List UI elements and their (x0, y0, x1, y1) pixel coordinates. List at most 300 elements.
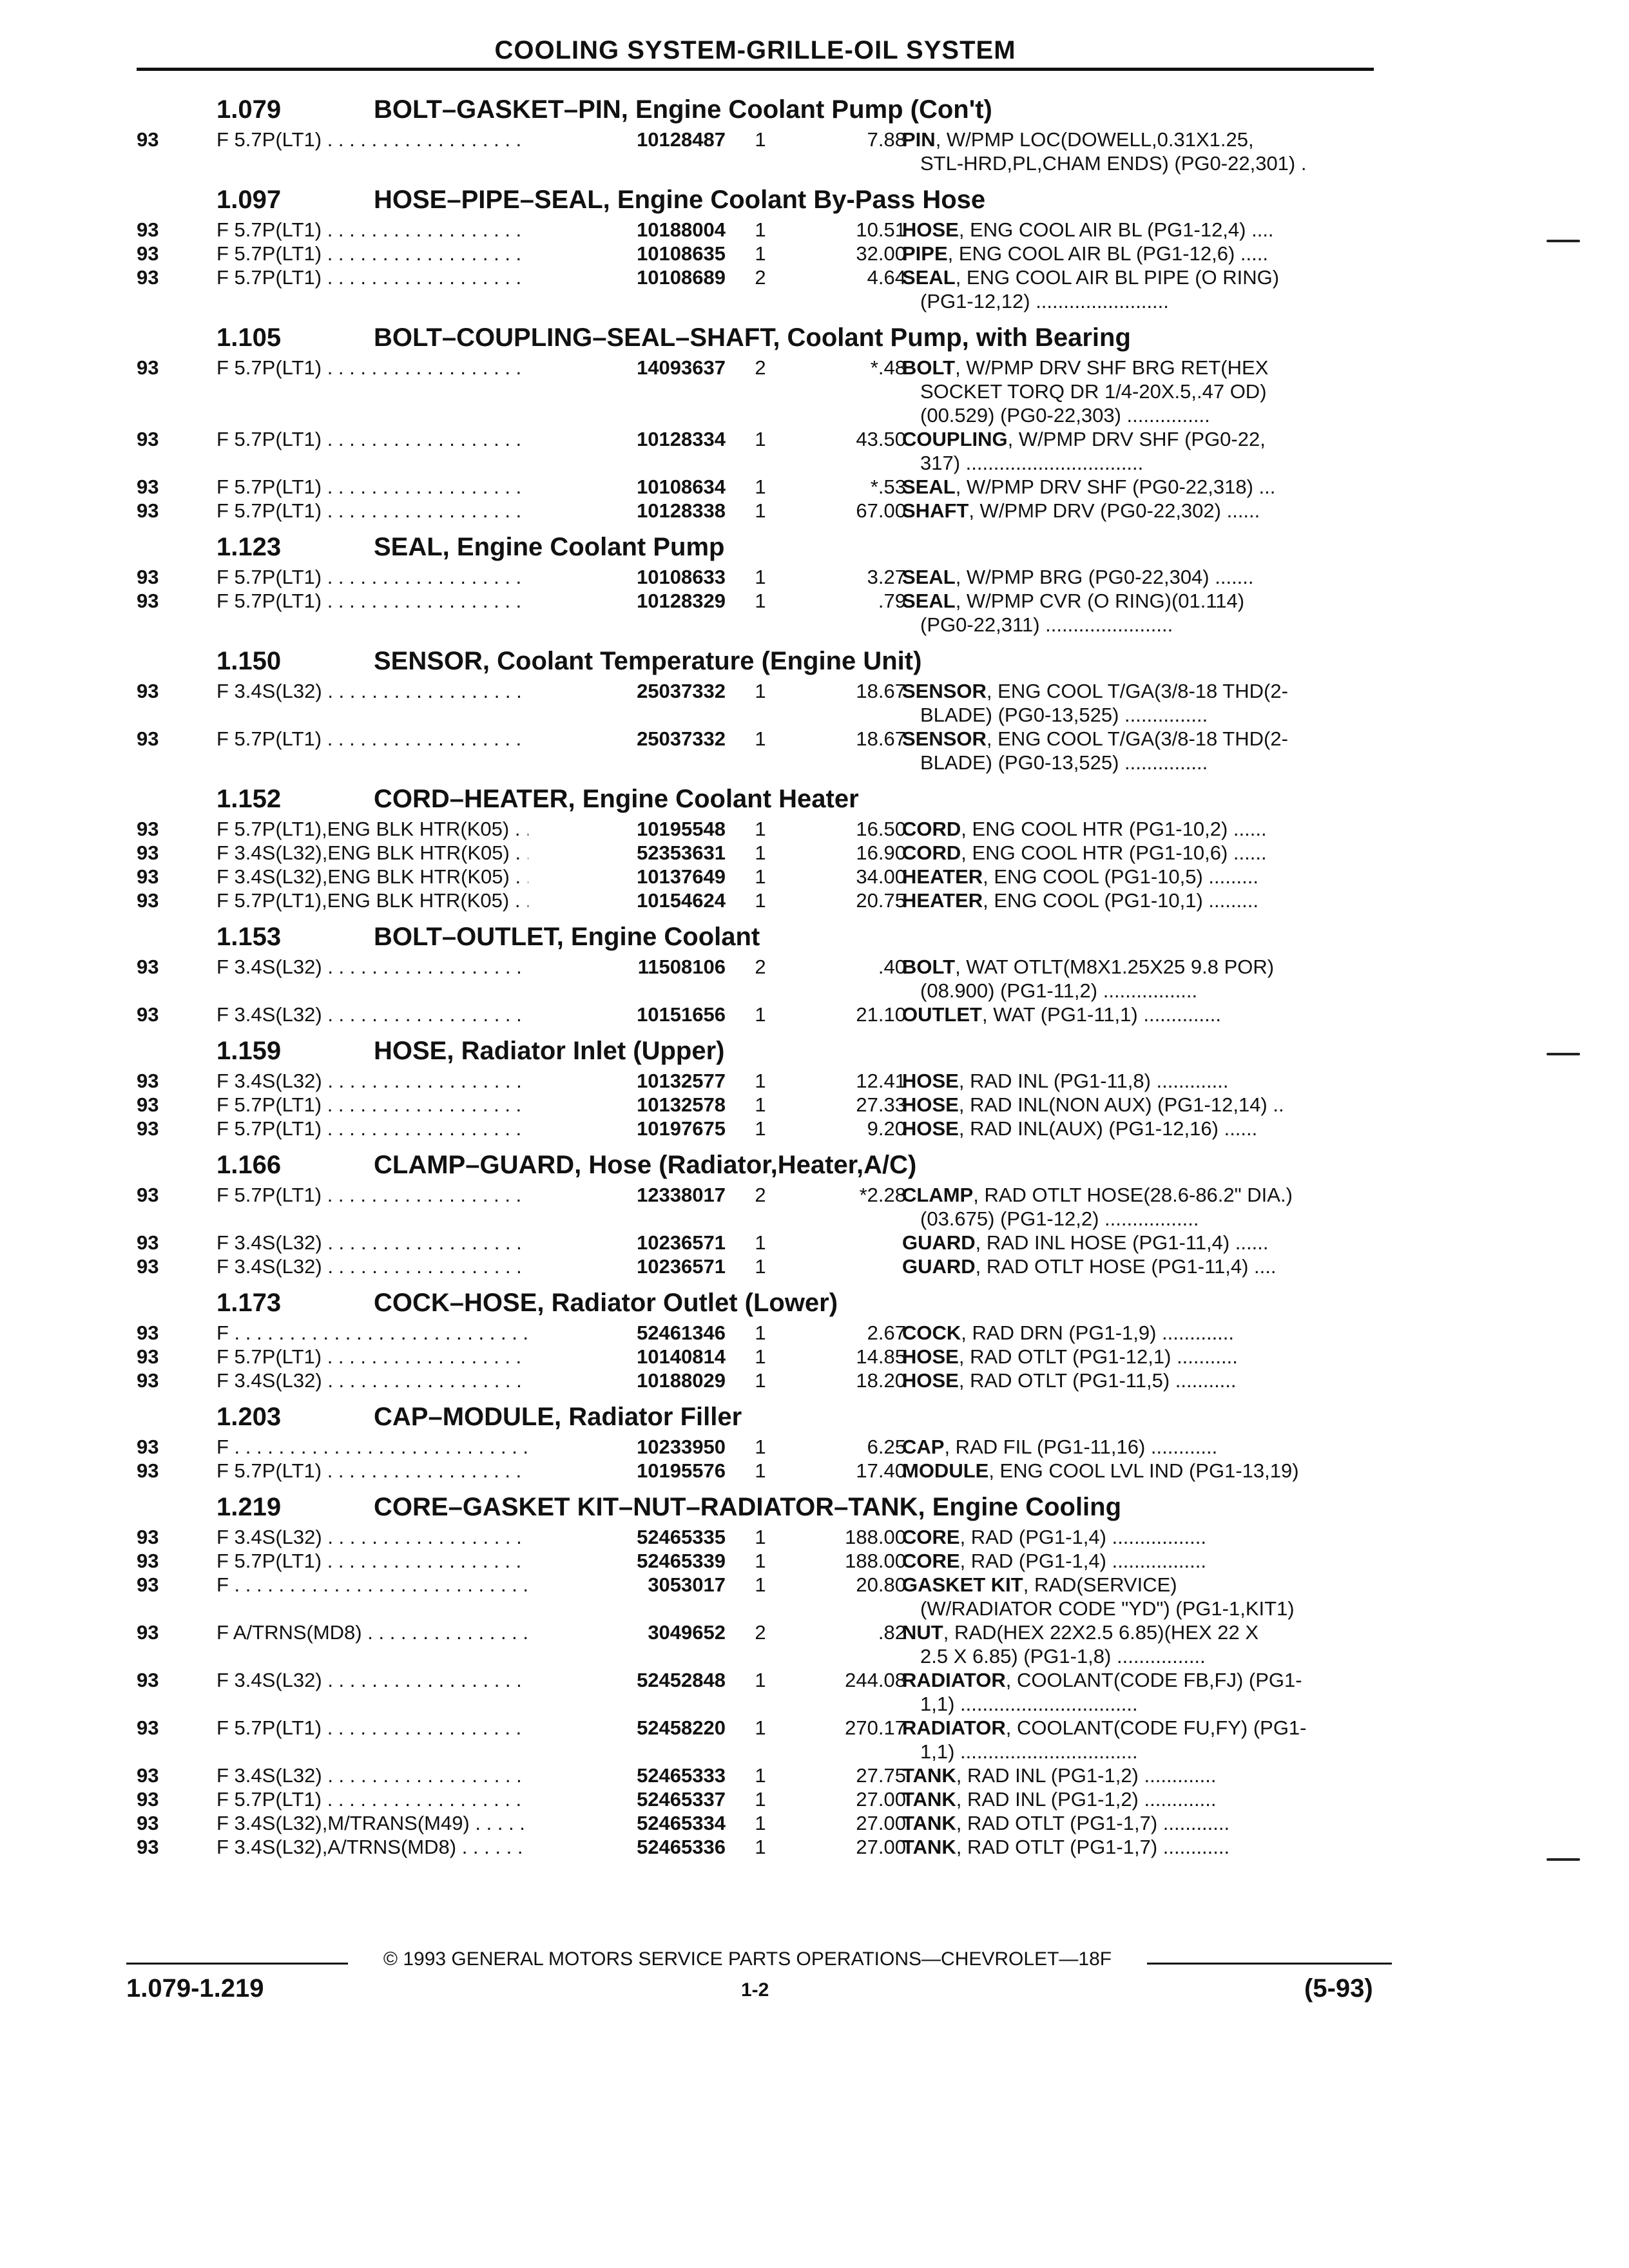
description-line: SEAL, W/PMP CVR (O RING)(01.114) (902, 590, 1245, 612)
part-row (129, 475, 1379, 499)
part-row (129, 1254, 1379, 1278)
quantity: 1 (755, 499, 766, 522)
section-heading (129, 781, 1379, 817)
quantity: 1 (755, 1459, 766, 1482)
fitment: F 5.7P(LT1) . . . (217, 1117, 552, 1140)
model-year: 93 (137, 1184, 159, 1206)
price: 17.40 (856, 1459, 906, 1482)
quantity: 1 (755, 1369, 766, 1392)
fitment: F . . . (217, 1321, 552, 1345)
fitment: F 3.4S(L32),M/TRANS(M49) . . . (217, 1811, 552, 1835)
description-line: SEAL, ENG COOL AIR BL PIPE (O RING) (902, 266, 1280, 289)
description-line: GASKET KIT, RAD(SERVICE) (902, 1573, 1177, 1596)
part-row (129, 1003, 1379, 1026)
part-number: 10188029 (528, 1369, 726, 1392)
part-row (129, 1835, 1379, 1859)
section-heading (129, 643, 1379, 679)
quantity: 1 (755, 128, 766, 151)
description-line: BLADE) (PG0-13,525) ............... (920, 704, 1208, 726)
part-description (902, 1763, 1379, 1787)
model-year: 93 (137, 1231, 159, 1254)
description-line: RADIATOR, COOLANT(CODE FB,FJ) (PG1- (902, 1669, 1302, 1691)
section-title: BOLT–COUPLING–SEAL–SHAFT, Coolant Pump, with Bearing (374, 323, 1131, 352)
fitment: F 5.7P(LT1),ENG BLK HTR(K05) . . . (217, 889, 552, 912)
model-year: 93 (137, 1716, 159, 1739)
quantity: 1 (755, 1836, 766, 1858)
price: 27.00 (856, 1812, 906, 1834)
part-description (902, 1525, 1379, 1549)
fitment: F 3.4S(L32),ENG BLK HTR(K05) . . . (217, 865, 552, 889)
margin-mark (1547, 1053, 1580, 1055)
footer-range: 1.079-1.219 (126, 1974, 264, 2003)
section-number: 1.105 (217, 323, 282, 352)
quantity: 1 (755, 566, 766, 588)
price: 32.00 (856, 242, 906, 265)
price: *.48 (870, 356, 906, 379)
description-line: BOLT, WAT OTLT(M8X1.25X25 9.8 POR) (902, 956, 1275, 978)
part-number: 52465339 (528, 1549, 726, 1573)
quantity: 1 (755, 1093, 766, 1116)
part-number: 10140814 (528, 1345, 726, 1369)
quantity: 1 (755, 428, 766, 450)
catalog-section (129, 643, 1379, 774)
description-line: TANK, RAD INL (PG1-1,2) ............. (902, 1764, 1217, 1787)
section-number: 1.166 (217, 1151, 282, 1179)
part-description (902, 1093, 1379, 1117)
section-title: CAP–MODULE, Radiator Filler (374, 1403, 742, 1431)
description-line: SHAFT, W/PMP DRV (PG0-22,302) ...... (902, 499, 1260, 522)
quantity: 2 (755, 1184, 766, 1206)
description-line: COCK, RAD DRN (PG1-1,9) ............. (902, 1321, 1235, 1344)
fitment: F 5.7P(LT1) . . . (217, 475, 552, 499)
price: 4.64 (867, 266, 906, 289)
model-year: 93 (137, 266, 159, 289)
quantity: 2 (755, 266, 766, 289)
description-line: CORE, RAD (PG1-1,4) ................. (902, 1526, 1206, 1548)
part-row (129, 679, 1379, 727)
quantity: 1 (755, 1788, 766, 1811)
catalog-section (129, 529, 1379, 637)
part-number: 52458220 (528, 1716, 726, 1740)
part-row (129, 1435, 1379, 1459)
price: 2.67 (867, 1321, 906, 1344)
part-description (902, 865, 1379, 889)
section-number: 1.173 (217, 1289, 282, 1317)
price: .40 (878, 956, 906, 978)
part-description (902, 1254, 1379, 1278)
model-year: 93 (137, 1321, 159, 1344)
description-line: 2.5 X 6.85) (PG1-1,8) ................ (920, 1645, 1206, 1667)
quantity: 1 (755, 1764, 766, 1787)
model-year: 93 (137, 356, 159, 379)
part-description (902, 1321, 1379, 1345)
model-year: 93 (137, 476, 159, 498)
part-number: 10128334 (528, 427, 726, 451)
part-number: 10137649 (528, 865, 726, 889)
quantity: 1 (755, 1117, 766, 1140)
price: 188.00 (845, 1526, 906, 1548)
description-line: BLADE) (PG0-13,525) ............... (920, 751, 1208, 774)
price: 20.75 (856, 889, 906, 912)
part-number: 10132577 (528, 1069, 726, 1093)
section-heading (129, 919, 1379, 955)
description-line: HOSE, ENG COOL AIR BL (PG1-12,4) .... (902, 218, 1274, 241)
description-line: (PG0-22,311) ....................... (920, 613, 1173, 636)
part-row (129, 1668, 1379, 1716)
part-row (129, 499, 1379, 523)
description-line: NUT, RAD(HEX 22X2.5 6.85)(HEX 22 X (902, 1621, 1259, 1644)
description-line: TANK, RAD INL (PG1-1,2) ............. (902, 1788, 1217, 1811)
fitment: F 5.7P(LT1) . . . (217, 589, 552, 613)
quantity: 1 (755, 865, 766, 888)
part-number: 10233950 (528, 1435, 726, 1459)
description-line: 1,1) ................................ (920, 1740, 1138, 1763)
price: 18.67 (856, 680, 906, 702)
catalog-section (129, 781, 1379, 912)
description-line: PIPE, ENG COOL AIR BL (PG1-12,6) ..... (902, 242, 1268, 265)
description-line: SEAL, W/PMP BRG (PG0-22,304) ....... (902, 566, 1254, 588)
part-row (129, 1345, 1379, 1369)
model-year: 93 (137, 956, 159, 978)
fitment: F 5.7P(LT1) . . . (217, 1716, 552, 1740)
part-description (902, 1811, 1379, 1835)
quantity: 2 (755, 956, 766, 978)
part-number: 52465333 (528, 1763, 726, 1787)
quantity: 1 (755, 889, 766, 912)
part-description (902, 841, 1379, 865)
quantity: 2 (755, 1621, 766, 1644)
quantity: 1 (755, 1526, 766, 1548)
fitment: F 5.7P(LT1) . . . (217, 1345, 552, 1369)
price: 27.33 (856, 1093, 906, 1116)
fitment: F A/TRNS(MD8) . . . (217, 1620, 552, 1644)
description-line: (00.529) (PG0-22,303) ............... (920, 404, 1210, 427)
part-description (902, 1345, 1379, 1369)
section-heading (129, 182, 1379, 218)
part-description (902, 242, 1379, 265)
description-line: GUARD, RAD OTLT HOSE (PG1-11,4) .... (902, 1255, 1277, 1278)
part-description (902, 499, 1379, 523)
quantity: 1 (755, 1255, 766, 1278)
footer-rule-left (126, 1963, 352, 1965)
section-heading (129, 1399, 1379, 1435)
price: 34.00 (856, 865, 906, 888)
section-number: 1.152 (217, 785, 282, 813)
model-year: 93 (137, 1117, 159, 1140)
price: 188.00 (845, 1550, 906, 1572)
model-year: 93 (137, 242, 159, 265)
quantity: 1 (755, 1003, 766, 1026)
section-number: 1.079 (217, 95, 282, 124)
fitment: F 3.4S(L32) . . . (217, 679, 552, 703)
part-number: 10128329 (528, 589, 726, 613)
fitment: F 3.4S(L32) . . . (217, 1231, 552, 1254)
footer-rule-right (1144, 1963, 1392, 1965)
catalog-section (129, 1399, 1379, 1483)
quantity: 1 (755, 1812, 766, 1834)
section-title: CORE–GASKET KIT–NUT–RADIATOR–TANK, Engine Cooling (374, 1493, 1122, 1521)
catalog-section (129, 919, 1379, 1026)
part-description (902, 817, 1379, 841)
price: *.53 (870, 476, 906, 498)
part-row (129, 218, 1379, 242)
part-row (129, 242, 1379, 265)
fitment: F 5.7P(LT1) . . . (217, 128, 552, 151)
quantity: 1 (755, 1436, 766, 1458)
part-description (902, 356, 1379, 427)
part-row (129, 1183, 1379, 1231)
price: 10.51 (856, 218, 906, 241)
model-year: 93 (137, 1764, 159, 1787)
part-number: 10236571 (528, 1254, 726, 1278)
section-heading (129, 91, 1379, 128)
price: 244.08 (845, 1669, 906, 1691)
part-row (129, 1459, 1379, 1483)
fitment: F 5.7P(LT1) . . . (217, 1183, 552, 1207)
fitment: F 3.4S(L32) . . . (217, 1369, 552, 1392)
part-number: 10132578 (528, 1093, 726, 1117)
part-row (129, 1093, 1379, 1117)
description-line: 1,1) ................................ (920, 1693, 1138, 1715)
section-number: 1.150 (217, 647, 282, 675)
description-line: SENSOR, ENG COOL T/GA(3/8-18 THD(2- (902, 680, 1288, 702)
part-description (902, 565, 1379, 589)
price: 270.17 (845, 1716, 906, 1739)
price: 6.25 (867, 1436, 906, 1458)
section-heading (129, 1033, 1379, 1069)
catalog-section (129, 320, 1379, 523)
price: 43.50 (856, 428, 906, 450)
part-number: 52465336 (528, 1835, 726, 1859)
model-year: 93 (137, 1550, 159, 1572)
part-number: 11508106 (528, 955, 726, 979)
fitment: F 3.4S(L32) . . . (217, 1525, 552, 1549)
margin-mark (1547, 1858, 1580, 1861)
part-row (129, 817, 1379, 841)
price: 67.00 (856, 499, 906, 522)
catalog-section (129, 182, 1379, 313)
price: 14.85 (856, 1345, 906, 1368)
model-year: 93 (137, 818, 159, 840)
part-number: 10151656 (528, 1003, 726, 1026)
model-year: 93 (137, 889, 159, 912)
part-description (902, 1117, 1379, 1140)
description-line: HOSE, RAD OTLT (PG1-12,1) ........... (902, 1345, 1238, 1368)
part-description (902, 1716, 1379, 1763)
part-number: 10188004 (528, 218, 726, 242)
part-number: 10108633 (528, 565, 726, 589)
fitment: F 5.7P(LT1) . . . (217, 1459, 552, 1483)
model-year: 93 (137, 566, 159, 588)
model-year: 93 (137, 727, 159, 750)
model-year: 93 (137, 1621, 159, 1644)
description-line: TANK, RAD OTLT (PG1-1,7) ............ (902, 1812, 1230, 1834)
section-title: BOLT–GASKET–PIN, Engine Coolant Pump (Con't) (374, 95, 992, 124)
section-heading (129, 1285, 1379, 1321)
section-number: 1.123 (217, 533, 282, 561)
part-number: 3049652 (528, 1620, 726, 1644)
section-title: HOSE, Radiator Inlet (Upper) (374, 1037, 725, 1065)
quantity: 1 (755, 476, 766, 498)
section-title: BOLT–OUTLET, Engine Coolant (374, 923, 760, 951)
model-year: 93 (137, 1003, 159, 1026)
quantity: 1 (755, 590, 766, 612)
part-number: 10128487 (528, 128, 726, 151)
parts-list (129, 91, 1379, 1865)
part-description (902, 1183, 1379, 1231)
section-title: SEAL, Engine Coolant Pump (374, 533, 725, 561)
catalog-section (129, 91, 1379, 175)
description-line: STL-HRD,PL,CHAM ENDS) (PG0-22,301) . (920, 152, 1307, 175)
model-year: 93 (137, 841, 159, 864)
catalog-section (129, 1489, 1379, 1859)
part-number: 10108634 (528, 475, 726, 499)
price: 12.41 (856, 1070, 906, 1092)
price: 27.75 (856, 1764, 906, 1787)
fitment: F 3.4S(L32) . . . (217, 1003, 552, 1026)
part-row (129, 1787, 1379, 1811)
model-year: 93 (137, 1345, 159, 1368)
description-line: CLAMP, RAD OTLT HOSE(28.6-86.2" DIA.) (902, 1184, 1293, 1206)
section-number: 1.097 (217, 186, 282, 214)
part-description (902, 1668, 1379, 1716)
quantity: 1 (755, 1550, 766, 1572)
part-row (129, 1573, 1379, 1620)
description-line: HOSE, RAD INL(NON AUX) (PG1-12,14) .. (902, 1093, 1284, 1116)
description-line: (03.675) (PG1-12,2) ................. (920, 1207, 1199, 1230)
description-line: SOCKET TORQ DR 1/4-20X.5,.47 OD) (920, 380, 1267, 403)
description-line: HOSE, RAD OTLT (PG1-11,5) ........... (902, 1369, 1237, 1392)
part-description (902, 955, 1379, 1003)
part-number: 52465334 (528, 1811, 726, 1835)
model-year: 93 (137, 1093, 159, 1116)
fitment: F 3.4S(L32) . . . (217, 1763, 552, 1787)
part-description (902, 218, 1379, 242)
part-description (902, 1459, 1379, 1483)
price: 7.88 (867, 128, 906, 151)
part-row (129, 841, 1379, 865)
model-year: 93 (137, 218, 159, 241)
part-row (129, 427, 1379, 475)
model-year: 93 (137, 1669, 159, 1691)
model-year: 93 (137, 865, 159, 888)
description-line: TANK, RAD OTLT (PG1-1,7) ............ (902, 1836, 1230, 1858)
part-number: 52353631 (528, 841, 726, 865)
section-heading (129, 529, 1379, 565)
description-line: COUPLING, W/PMP DRV SHF (PG0-22, (902, 428, 1266, 450)
part-row (129, 1321, 1379, 1345)
description-line: CORD, ENG COOL HTR (PG1-10,6) ...... (902, 841, 1267, 864)
fitment: F 3.4S(L32) . . . (217, 1069, 552, 1093)
section-title: SENSOR, Coolant Temperature (Engine Unit) (374, 647, 922, 675)
fitment: F . . . (217, 1573, 552, 1597)
description-line: PIN, W/PMP LOC(DOWELL,0.31X1.25, (902, 128, 1254, 151)
model-year: 93 (137, 1836, 159, 1858)
section-title: COCK–HOSE, Radiator Outlet (Lower) (374, 1289, 838, 1317)
part-number: 10128338 (528, 499, 726, 523)
price: 16.90 (856, 841, 906, 864)
quantity: 2 (755, 356, 766, 379)
fitment: F 5.7P(LT1) . . . (217, 1093, 552, 1117)
quantity: 1 (755, 1573, 766, 1596)
description-line: SEAL, W/PMP DRV SHF (PG0-22,318) ... (902, 476, 1276, 498)
quantity: 1 (755, 727, 766, 750)
section-heading (129, 1489, 1379, 1525)
model-year: 93 (137, 590, 159, 612)
section-number: 1.153 (217, 923, 282, 951)
page-title: COOLING SYSTEM-GRILLE-OIL SYSTEM (137, 36, 1374, 71)
model-year: 93 (137, 1070, 159, 1092)
catalog-section (129, 1033, 1379, 1140)
part-number: 10154624 (528, 889, 726, 912)
fitment: F 3.4S(L32),A/TRNS(MD8) . . . (217, 1835, 552, 1859)
quantity: 1 (755, 818, 766, 840)
quantity: 1 (755, 841, 766, 864)
section-title: CLAMP–GUARD, Hose (Radiator,Heater,A/C) (374, 1151, 917, 1179)
part-number: 10108689 (528, 265, 726, 289)
description-line: (08.900) (PG1-11,2) ................. (920, 979, 1198, 1002)
footer-copyright: © 1993 GENERAL MOTORS SERVICE PARTS OPERATIONS—CHEVROLET—18F (348, 1948, 1147, 1970)
part-number: 52465337 (528, 1787, 726, 1811)
fitment: F 5.7P(LT1),ENG BLK HTR(K05) . . . (217, 817, 552, 841)
price: 20.80 (856, 1573, 906, 1596)
fitment: F 5.7P(LT1) . . . (217, 242, 552, 265)
catalog-section (129, 1147, 1379, 1278)
part-number: 3053017 (528, 1573, 726, 1597)
model-year: 93 (137, 1369, 159, 1392)
quantity: 1 (755, 218, 766, 241)
part-description (902, 1231, 1379, 1254)
part-number: 10195576 (528, 1459, 726, 1483)
price: .82 (878, 1621, 906, 1644)
section-number: 1.203 (217, 1403, 282, 1431)
quantity: 1 (755, 1321, 766, 1344)
model-year: 93 (137, 428, 159, 450)
part-row (129, 1620, 1379, 1668)
price: *2.28 (859, 1184, 906, 1206)
quantity: 1 (755, 680, 766, 702)
section-number: 1.219 (217, 1493, 282, 1521)
description-line: (W/RADIATOR CODE "YD") (PG1-1,KIT1) (920, 1597, 1295, 1620)
description-line: (PG1-12,12) ........................ (920, 290, 1169, 312)
part-description (902, 1003, 1379, 1026)
quantity: 1 (755, 1669, 766, 1691)
description-line: HEATER, ENG COOL (PG1-10,1) ......... (902, 889, 1258, 912)
part-row (129, 1811, 1379, 1835)
part-number: 12338017 (528, 1183, 726, 1207)
fitment: F 5.7P(LT1) . . . (217, 1549, 552, 1573)
part-description (902, 679, 1379, 727)
fitment: F 5.7P(LT1) . . . (217, 499, 552, 523)
fitment: F 5.7P(LT1) . . . (217, 427, 552, 451)
description-line: HOSE, RAD INL (PG1-11,8) ............. (902, 1070, 1229, 1092)
description-line: MODULE, ENG COOL LVL IND (PG1-13,19) (902, 1459, 1299, 1482)
section-title: CORD–HEATER, Engine Coolant Heater (374, 785, 859, 813)
part-row (129, 1231, 1379, 1254)
description-line: OUTLET, WAT (PG1-11,1) .............. (902, 1003, 1221, 1026)
description-line: CORD, ENG COOL HTR (PG1-10,2) ...... (902, 818, 1267, 840)
model-year: 93 (137, 1436, 159, 1458)
part-row (129, 1369, 1379, 1392)
part-description (902, 128, 1379, 175)
description-line: RADIATOR, COOLANT(CODE FU,FY) (PG1- (902, 1716, 1307, 1739)
price: 27.00 (856, 1788, 906, 1811)
description-line: GUARD, RAD INL HOSE (PG1-11,4) ...... (902, 1231, 1269, 1254)
fitment: F 5.7P(LT1) . . . (217, 218, 552, 242)
price: 18.67 (856, 727, 906, 750)
model-year: 93 (137, 1459, 159, 1482)
price: 3.27 (867, 566, 906, 588)
